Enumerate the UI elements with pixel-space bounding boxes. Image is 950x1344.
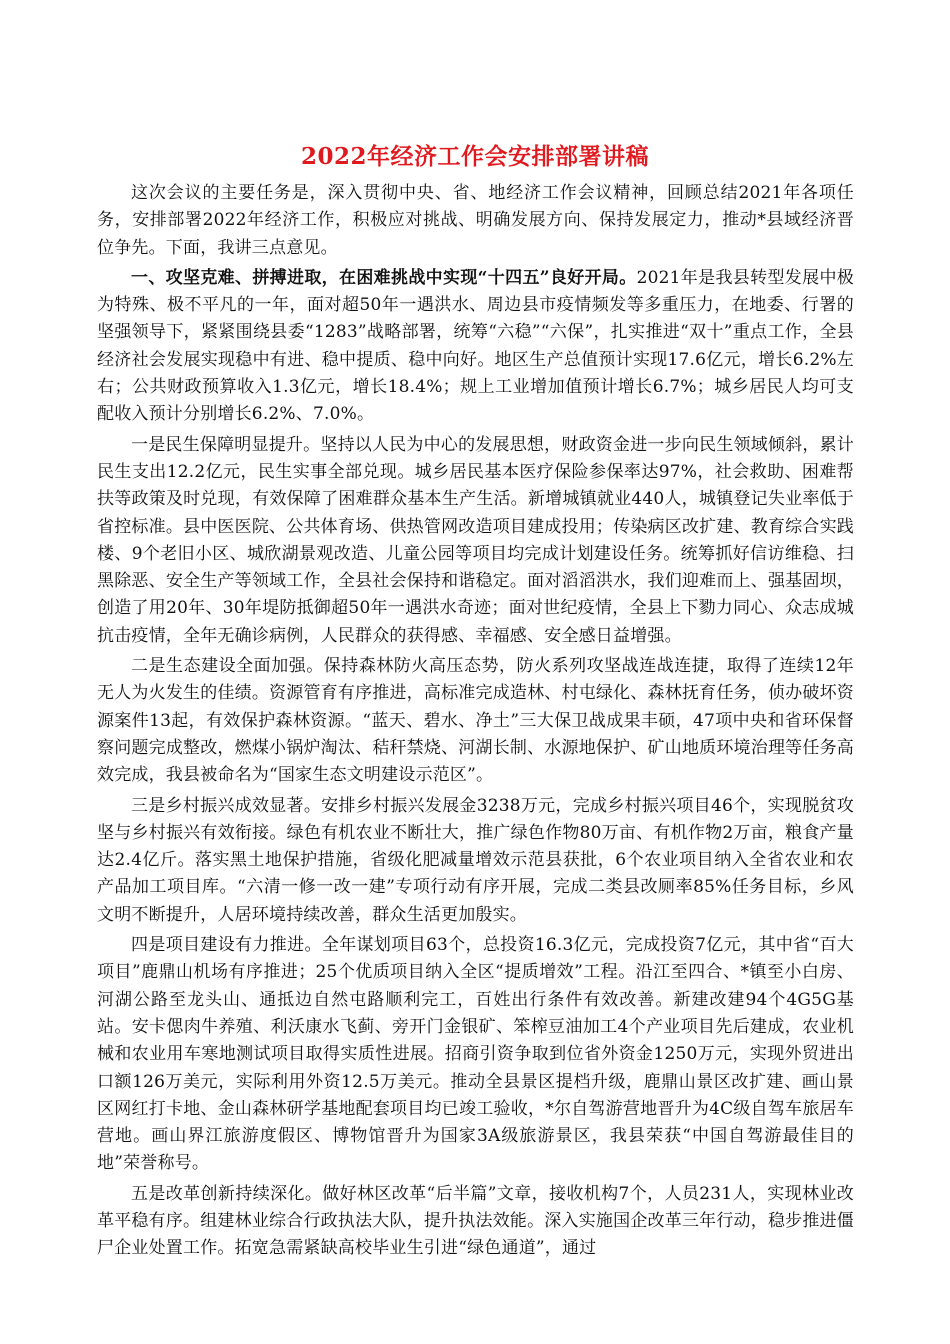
paragraph-section-1 [97, 265, 854, 429]
paragraph-ecology [97, 653, 854, 789]
section-heading: 一、攻坚克难、拼搏进取，在困难挑战中实现“十四五”良好开局。 [131, 267, 637, 288]
paragraph-text: 三是乡村振兴成效显著。安排乡村振兴发展金3238万元，完成乡村振兴项目46个，实现脱贫攻坚与乡村振兴有效衔接。绿色有机农业不断壮大，推广绿色作物80万亩、有机作物2万亩，粮食产量达2.4亿斤。落实黑土地保护措施，省级化肥减量增效示范县获批，6个农业项目纳入全省农业和农产品加工项目库。“六清一修一改一建”专项行动有序开展，完成二类县改厕率85%任务目标，乡风文明不断提升，人居环境持续改善，群众生活更加殷实。 [97, 795, 854, 925]
paragraph-intro [97, 180, 854, 262]
paragraph-text: 四是项目建设有力推进。全年谋划项目63个，总投资16.3亿元，完成投资7亿元，其中省“百大项目”鹿鼎山机场有序推进；25个优质项目纳入全区“提质增效”工程。沿江至四合、*镇至小白房、河湖公路至龙头山、通抵边自然屯路顺利完工，百姓出行条件有效改善。新建改建94个4G5G基站。安卡偲肉牛养殖、利沃康水飞蓟、旁开门金银矿、笨榨豆油加工4个产业项目先后建成，农业机械和农业用车寒地测试项目取得实质性进展。招商引资争取到位省外资金1250万元，实现外贸进出口额126万美元，实际利用外资12.5万美元。推动全县景区提档升级，鹿鼎山景区改扩建、画山景区网红打卡地、金山森林研学基地配套项目均已竣工验收，*尔自驾游营地晋升为4C级自驾车旅居车营地。画山界江旅游度假区、博物馆晋升为国家3A级旅游景区，我县荣获“中国自驾游最佳目的地”荣誉称号。 [97, 935, 854, 1174]
paragraph-rural-revitalization [97, 793, 854, 929]
paragraph-reform [97, 1181, 854, 1263]
paragraph-text: 二是生态建设全面加强。保持森林防火高压态势，防火系列攻坚战连战连捷，取得了连续12年无人为火发生的佳绩。资源管育有序推进，高标准完成造林、村屯绿化、森林抚育任务，侦办破坏资源案件13起，有效保护森林资源。“蓝天、碧水、净土”三大保卫战成果丰硕，47项中央和省环保督察问题完成整改，燃煤小锅炉淘汰、秸秆禁烧、河湖长制、水源地保护、矿山地质环境治理等任务高效完成，我县被命名为“国家生态文明建设示范区”。 [97, 656, 854, 786]
paragraph-text: 五是改革创新持续深化。做好林区改革“后半篇”文章，接收机构7个，人员231人，实现林业改革平稳有序。组建林业综合行政执法大队，提升执法效能。深入实施国企改革三年行动，稳步推进僵尸企业处置工作。拓宽急需紧缺高校毕业生引进“绿色通道”，通过 [97, 1183, 854, 1259]
paragraph-livelihood [97, 432, 854, 650]
paragraph-text: 这次会议的主要任务是，深入贯彻中央、省、地经济工作会议精神，回顾总结2021年各项任务，安排部署2022年经济工作，积极应对挑战、明确发展方向、保持发展定力，推动*县域经济晋位争先。下面，我讲三点意见。 [97, 183, 854, 258]
paragraph-text: 2021年是我县转型发展中极为特殊、极不平凡的一年，面对超50年一遇洪水、周边县市疫情频发等多重压力，在地委、行署的坚强领导下，紧紧围绕县委“1283”战略部署，统筹“六稳”“六保”，扎实推进“双十”重点工作，全县经济社会发展实现稳中有进、稳中提质、稳中向好。地区生产总值预计实现17.6亿元，增长6.2%左右；公共财政预算收入1.3亿元，增长18.4%；规上工业增加值预计增长6.7%；城乡居民人均可支配收入预计分别增长6.2%、7.0%。 [97, 267, 854, 425]
paragraph-projects [97, 932, 854, 1178]
paragraph-text: 一是民生保障明显提升。坚持以人民为中心的发展思想，财政资金进一步向民生领域倾斜，累计民生支出12.2亿元，民生实事全部兑现。城乡居民基本医疗保险参保率达97%，社会救助、困难帮扶等政策及时兑现，有效保障了困难群众基本生产生活。新增城镇就业440人，城镇登记失业率低于省控标准。县中医医院、公共体育场、供热管网改造项目建成投用；传染病区改扩建、教育综合实践楼、9个老旧小区、城欣湖景观改造、儿童公园等项目均完成计划建设任务。统筹抓好信访维稳、扫黑除恶、安全生产等领域工作，全县社会保持和谐稳定。面对滔滔洪水，我们迎难而上、强基固坝，创造了用20年、30年堤防抵御超50年一遇洪水奇迹；面对世纪疫情，全县上下勠力同心、众志成城抗击疫情，全年无确诊病例，人民群众的获得感、幸福感、安全感日益增强。 [97, 434, 854, 646]
document-title: 2022年经济工作会安排部署讲稿 [300, 143, 649, 170]
document-body [97, 180, 854, 1266]
